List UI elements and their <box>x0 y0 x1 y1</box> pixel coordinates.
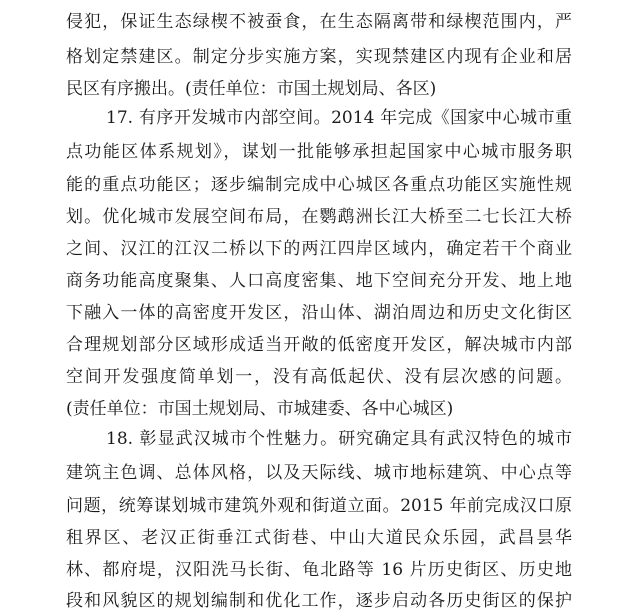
text-line-7: 划。优化城市发展空间布局，在鹦鹉洲长江大桥至二七长江大桥 <box>66 207 572 227</box>
text-line-9: 商务功能高度聚集、人口高度密集、地下空间充分开发、地上地 <box>66 271 572 291</box>
section-17-heading-line: 17. 有序开发城市内部空间。2014 年完成《国家中心城市重 <box>106 108 572 128</box>
text-line-11: 合理规划部分区域形成适当开敞的低密度开发区，解决城市内部 <box>66 335 572 355</box>
text-line-17: 租界区、老汉正街垂江式街巷、中山大道民众乐园，武昌昙华 <box>66 528 572 548</box>
text-line-12: 空间开发强度简单划一，没有高低起伏、没有层次感的问题。 <box>66 367 572 387</box>
text-line-8: 之间、汉江的江汉二桥以下的两江四岸区域内，确定若干个商业 <box>66 239 572 259</box>
text-line-5: 点功能区体系规划》，谋划一批能够承担起国家中心城市服务职 <box>66 142 572 162</box>
text-line-6: 能的重点功能区；逐步编制完成中心城区各重点功能区实施性规 <box>66 175 572 195</box>
text-line-19: 段和风貌区的规划编制和优化工作，逐步启动各历史街区的保护 <box>66 591 572 611</box>
text-line-10: 下融入一体的高密度开发区，沿山体、湖泊周边和历史文化街区 <box>66 303 572 323</box>
text-line-15: 建筑主色调、总体风格，以及天际线、城市地标建筑、中心点等 <box>66 463 572 483</box>
text-line-3: 民区有序搬出。(责任单位：市国土规划局、各区) <box>66 79 437 99</box>
text-line-18: 林、都府堤，汉阳洗马长街、龟北路等 16 片历史街区、历史地 <box>66 560 572 580</box>
text-line-16: 问题，统筹谋划城市建筑外观和街道立面。2015 年前完成汉口原 <box>66 496 572 516</box>
text-line-1: 侵犯，保证生态绿楔不被蚕食，在生态隔离带和绿楔范围内，严 <box>66 12 572 32</box>
section-18-heading-line: 18. 彰显武汉城市个性魅力。研究确定具有武汉特色的城市 <box>106 429 572 449</box>
text-line-2: 格划定禁建区。制定分步实施方案，实现禁建区内现有企业和居 <box>66 47 572 67</box>
text-line-13: (责任单位：市国土规划局、市城建委、各中心城区) <box>66 399 454 419</box>
